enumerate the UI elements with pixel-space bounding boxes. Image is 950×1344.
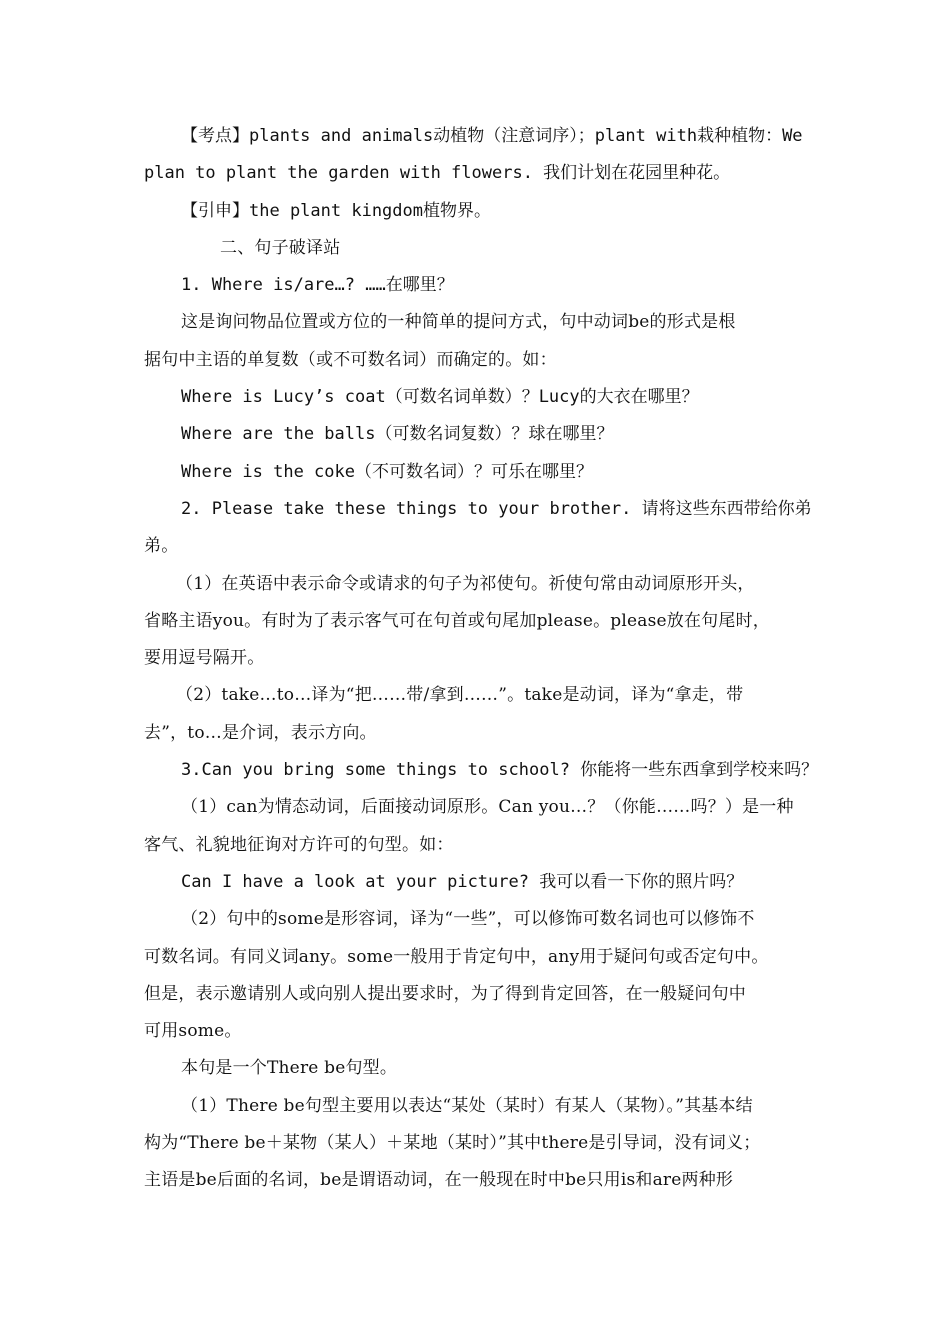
text-line-15: 要用逗号隔开。 bbox=[144, 648, 265, 669]
text-line-1: 【考点】plants and animals动植物（注意词序）；plant with栽种植物：We bbox=[181, 126, 803, 146]
text-line-12: 弟。 bbox=[144, 536, 179, 557]
text-line-25: 可用some。 bbox=[144, 1021, 242, 1042]
text-line-8: Where is Lucy’s coat（可数名词单数）？Lucy的大衣在哪里？ bbox=[181, 387, 699, 408]
text-line-7: 据句中主语的单复数（或不可数名词）而确定的。如： bbox=[144, 349, 557, 370]
text-line-19: （1）can为情态动词，后面接动词原形。Can you…？（你能……吗？）是一种 bbox=[181, 797, 794, 818]
text-line-28: 构为“There be＋某物（某人）＋某地（某时）”其中there是引导词，没有词义； bbox=[144, 1133, 761, 1154]
text-line-17: 去”，to…是介词，表示方向。 bbox=[144, 722, 377, 743]
section-heading: 二、句子破译站 bbox=[220, 237, 341, 258]
document-page bbox=[144, 118, 819, 1200]
text-line-9: Where are the balls（可数名词复数）？球在哪里？ bbox=[181, 424, 614, 445]
text-line-26: 本句是一个There be句型。 bbox=[181, 1058, 398, 1079]
text-line-18: 3.Can you bring some things to school? 你能将一些东西拿到学校来吗？ bbox=[181, 760, 819, 781]
text-line-13: （1）在英语中表示命令或请求的句子为祁使句。祈使句常由动词原形开头， bbox=[176, 573, 755, 594]
text-line-3: 【引申】the plant kingdom植物界。 bbox=[181, 200, 491, 221]
text-line-27: （1）There be句型主要用以表达“某处（某时）有某人（某物）。”其基本结 bbox=[181, 1095, 753, 1116]
text-line-11: 2. Please take these things to your brother. 请将这些东西带给你弟 bbox=[181, 498, 812, 519]
text-line-29: 主语是be后面的名词，be是谓语动词，在一般现在时中be只用is和are两种形 bbox=[144, 1170, 734, 1191]
text-line-24: 但是，表示邀请别人或向别人提出要求时，为了得到肯定回答，在一般疑问句中 bbox=[144, 983, 746, 1004]
text-line-16: （2）take…to…译为“把……带/拿到……”。take是动词，译为“拿走，带 bbox=[176, 685, 744, 706]
text-line-22: （2）句中的some是形容词，译为“一些”，可以修饰可数名词也可以修饰不 bbox=[181, 909, 755, 930]
text-line-10: Where is the coke（不可数名词）？可乐在哪里？ bbox=[181, 461, 593, 482]
text-line-23: 可数名词。有同义词any。some一般用于肯定句中，any用于疑问句或否定句中。 bbox=[144, 946, 769, 967]
text-line-2: plan to plant the garden with flowers. 我们计划在花园里种花。 bbox=[144, 163, 731, 184]
text-line-6: 这是询问物品位置或方位的一种简单的提问方式，句中动词be的形式是根 bbox=[181, 312, 736, 333]
text-line-21: Can I have a look at your picture? 我可以看一下你的照片吗？ bbox=[181, 871, 744, 892]
text-line-20: 客气、礼貌地征询对方许可的句型。如： bbox=[144, 834, 454, 855]
text-line-5: 1. Where is/are…? ……在哪里？ bbox=[181, 275, 454, 296]
text-line-14: 省略主语you。有时为了表示客气可在句首或句尾加please。please放在句尾时， bbox=[144, 610, 770, 631]
